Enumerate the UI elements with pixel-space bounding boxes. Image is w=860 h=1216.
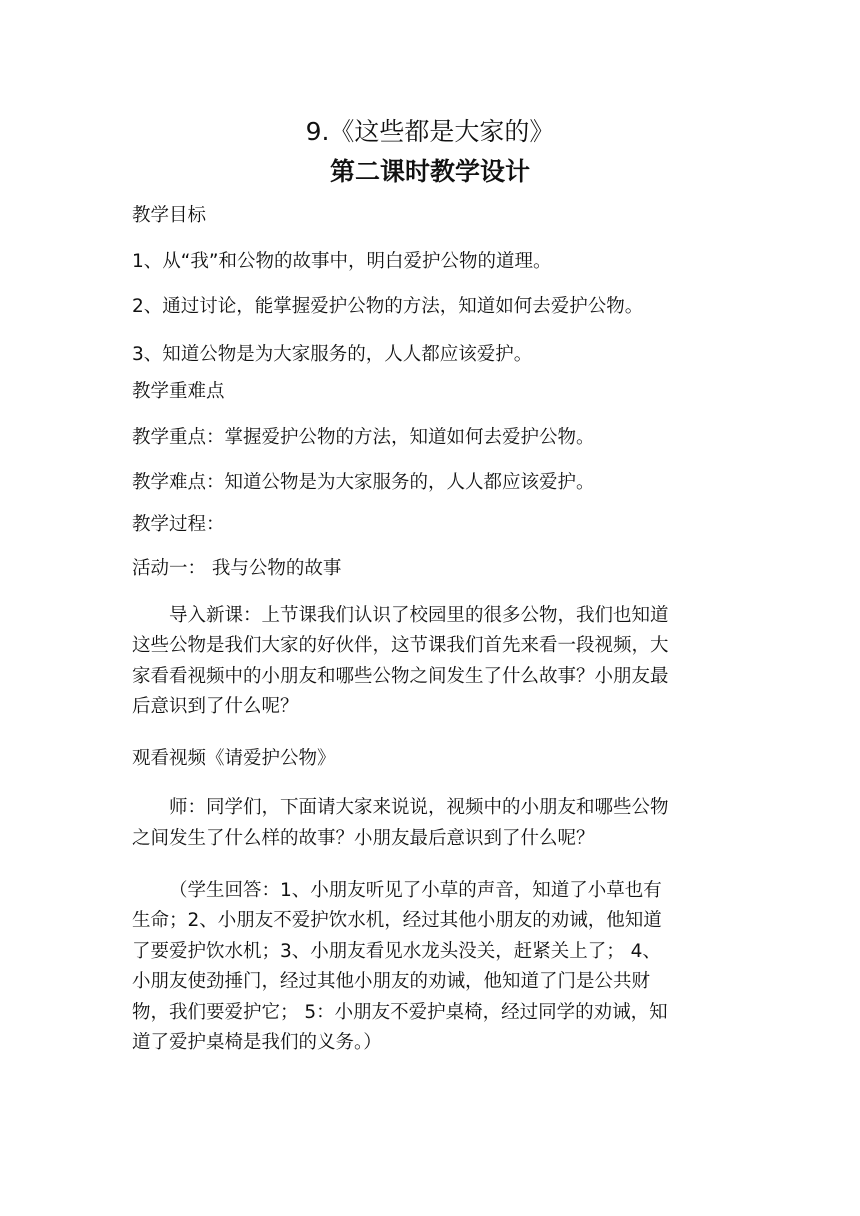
answer-line-6: 道了爱护桌椅是我们的义务。） — [132, 1032, 382, 1054]
intro-line-4: 后意识到了什么呢？ — [132, 695, 299, 717]
watch-video-line: 观看视频《请爱护公物》 — [132, 748, 336, 769]
teacher-line-2: 之间发生了什么样的故事？小朋友最后意识到了什么呢？ — [132, 827, 595, 849]
process-heading: 教学过程： — [132, 514, 225, 535]
answer-line-3: 了要爱护饮水机；3、小朋友看见水龙头没关，赶紧关上了； 4、 — [132, 940, 661, 962]
objective-1: 1、从“我”和公物的故事中，明白爱护公物的道理。 — [132, 251, 552, 272]
difficult-point: 教学难点：知道公物是为大家服务的，人人都应该爱护。 — [132, 472, 595, 493]
teacher-paragraph — [132, 793, 732, 854]
answer-paragraph — [132, 876, 732, 1058]
keypoints-heading: 教学重难点 — [132, 381, 225, 402]
activity1-heading: 活动一： 我与公物的故事 — [132, 558, 342, 579]
teacher-line-1: 师：同学们，下面请大家来说说，视频中的小朋友和哪些公物 — [169, 797, 669, 818]
answer-line-4: 小朋友使劲捶门，经过其他小朋友的劝诫，他知道了门是公共财 — [132, 971, 651, 993]
document-subtitle: 第二课时教学设计 — [329, 157, 530, 186]
intro-line-3: 家看看视频中的小朋友和哪些公物之间发生了什么故事？小朋友最 — [132, 665, 669, 687]
intro-line-2: 这些公物是我们大家的好伙伴，这节课我们首先来看一段视频，大 — [132, 635, 669, 657]
answer-line-5: 物，我们要爱护它； 5：小朋友不爱护桌椅，经过同学的劝诫，知 — [132, 1001, 668, 1023]
answer-line-1: （学生回答：1、小朋友听见了小草的声音，知道了小草也有 — [169, 880, 662, 901]
intro-paragraph — [132, 601, 732, 722]
document-title: 9.《这些都是大家的》 — [305, 117, 555, 146]
objective-2: 2、通过讨论，能掌握爱护公物的方法，知道如何去爱护公物。 — [132, 296, 644, 317]
objectives-heading: 教学目标 — [132, 205, 207, 226]
key-point: 教学重点：掌握爱护公物的方法，知道如何去爱护公物。 — [132, 427, 595, 448]
intro-line-1: 导入新课：上节课我们认识了校园里的很多公物，我们也知道 — [169, 605, 669, 626]
objective-3: 3、知道公物是为大家服务的，人人都应该爱护。 — [132, 344, 533, 365]
answer-line-2: 生命；2、小朋友不爱护饮水机，经过其他小朋友的劝诫，他知道 — [132, 910, 662, 932]
